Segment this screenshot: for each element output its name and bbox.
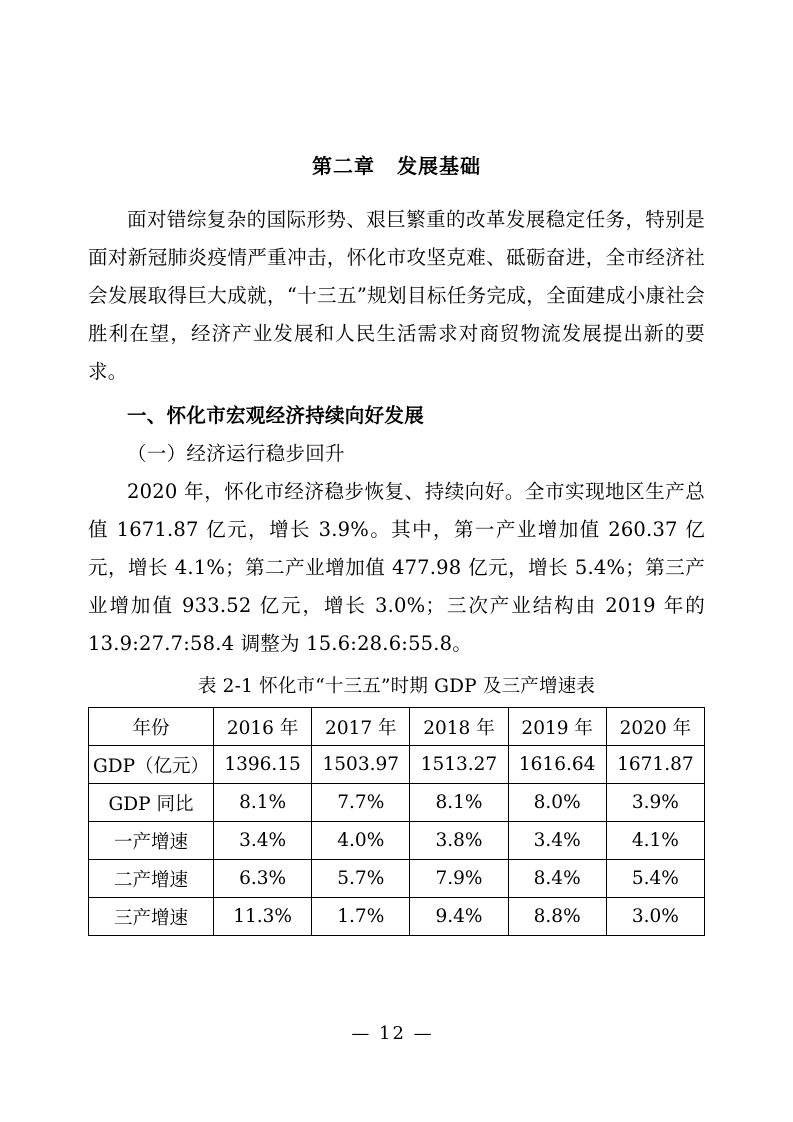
table-row xyxy=(89,784,705,822)
table-cell: 6.3% xyxy=(214,860,312,898)
table-header-cell: 2020 年 xyxy=(606,708,704,746)
table-header-cell: 2017 年 xyxy=(312,708,410,746)
table-cell: 7.9% xyxy=(410,860,508,898)
table-row-label: GDP 同比 xyxy=(89,784,214,822)
section-heading-2: （一）经济运行稳步回升 xyxy=(127,442,345,465)
table-row-label: 三产增速 xyxy=(89,898,214,936)
table-caption: 表 2-1 怀化市“十三五”时期 GDP 及三产增速表 xyxy=(197,676,596,697)
intro-paragraph: 面对错综复杂的国际形势、艰巨繁重的改革发展稳定任务，特别是面对新冠肺炎疫情严重冲击，怀化市攻坚克难、砥砺奋进，全市经济社会发展取得巨大成就，“十三五”规划目标任务完成，全面建成小康社会胜利在望，经济产业发展和人民生活需求对商贸物流发展提出新的要求。 xyxy=(88,208,705,383)
chapter-title-prefix: 第二章 xyxy=(312,156,375,178)
table-row-label: 二产增速 xyxy=(89,860,214,898)
table-cell: 1671.87 xyxy=(606,746,704,784)
table-body xyxy=(89,708,705,936)
chapter-title xyxy=(88,150,705,179)
table-header-cell: 2018 年 xyxy=(410,708,508,746)
table-row-label: GDP（亿元） xyxy=(89,746,214,784)
table-cell: 8.1% xyxy=(214,784,312,822)
table-row xyxy=(89,746,705,784)
gdp-table xyxy=(88,707,705,936)
table-header-cell: 年份 xyxy=(89,708,214,746)
table-cell: 1396.15 xyxy=(214,746,312,784)
table-cell: 8.8% xyxy=(508,898,606,936)
table-row xyxy=(89,898,705,936)
table-cell: 11.3% xyxy=(214,898,312,936)
table-cell: 7.7% xyxy=(312,784,410,822)
table-header-row xyxy=(89,708,705,746)
table-header-cell: 2016 年 xyxy=(214,708,312,746)
table-cell: 3.4% xyxy=(214,822,312,860)
table-cell: 8.1% xyxy=(410,784,508,822)
table-cell: 3.8% xyxy=(410,822,508,860)
page-number xyxy=(0,1023,793,1044)
table-cell: 1.7% xyxy=(312,898,410,936)
table-row-label: 一产增速 xyxy=(89,822,214,860)
page-number-text: — 12 — xyxy=(351,1023,434,1044)
chapter-title-name: 发展基础 xyxy=(397,156,481,178)
table-cell: 8.0% xyxy=(508,784,606,822)
section-heading-1: 一、怀化市宏观经济持续向好发展 xyxy=(127,405,425,427)
table-cell: 8.4% xyxy=(508,860,606,898)
table-cell: 3.4% xyxy=(508,822,606,860)
table-cell: 1503.97 xyxy=(312,746,410,784)
table-header-cell: 2019 年 xyxy=(508,708,606,746)
table-cell: 3.9% xyxy=(606,784,704,822)
table-cell: 4.0% xyxy=(312,822,410,860)
table-cell: 1616.64 xyxy=(508,746,606,784)
table-row xyxy=(89,860,705,898)
table-cell: 4.1% xyxy=(606,822,704,860)
table-cell: 5.4% xyxy=(606,860,704,898)
table-cell: 1513.27 xyxy=(410,746,508,784)
table-cell: 5.7% xyxy=(312,860,410,898)
table-cell: 3.0% xyxy=(606,898,704,936)
body-paragraph: 2020 年，怀化市经济稳步恢复、持续向好。全市实现地区生产总值 1671.87 亿元，增长 3.9%。其中，第一产业增加值 260.37 亿元，增长 4.1%；第二产业增加值 477.98 亿元，增长 5.4%；第三产业增加值 933.52 亿元，增长 3.0%；三次产业结构由 2019 年的 13.9:27.7:58.4 调整为 15.6:28.6:55.8。 xyxy=(88,480,705,655)
table-row xyxy=(89,822,705,860)
table-cell: 9.4% xyxy=(410,898,508,936)
